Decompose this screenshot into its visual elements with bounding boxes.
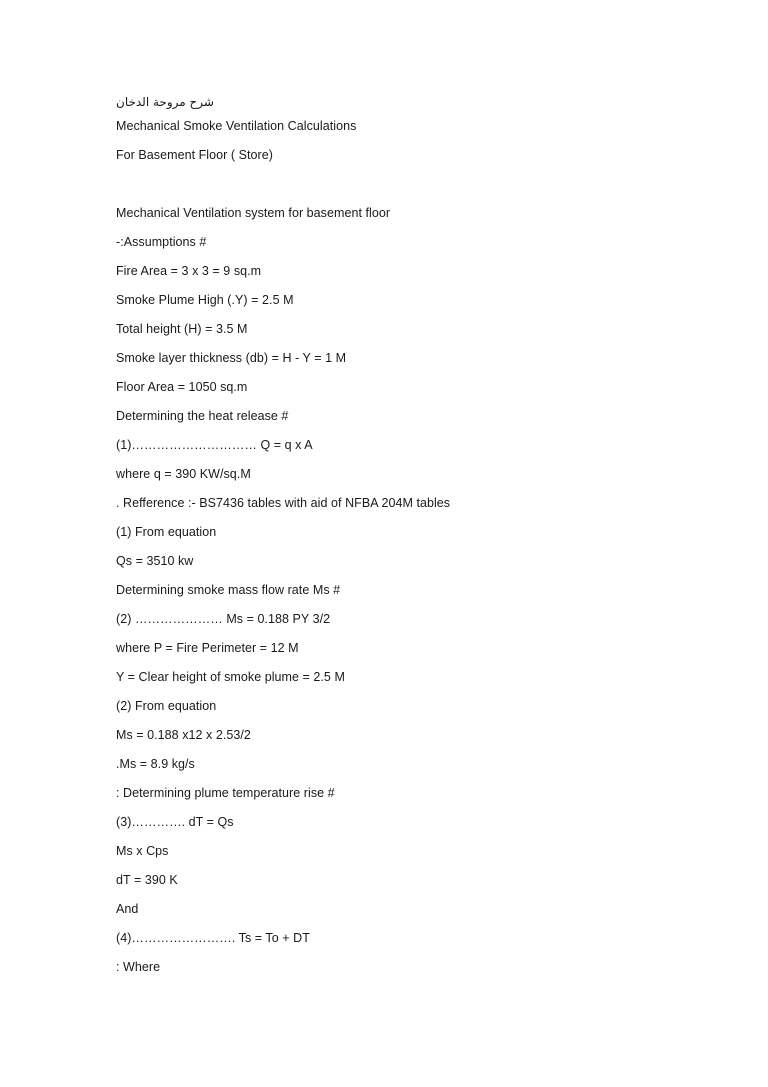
assumptions-heading: -:Assumptions # xyxy=(116,235,207,249)
text-line: Total height (H) = 3.5 M xyxy=(116,322,248,336)
equation-line: (2) ………………… Ms = 0.188 PY 3/2 xyxy=(116,612,331,626)
text-line: Ms x Cps xyxy=(116,844,169,858)
section-heading: Mechanical Ventilation system for basement floor xyxy=(116,206,391,220)
arabic-title: شرح مروحة الدخان xyxy=(116,95,214,109)
text-line: (2) From equation xyxy=(116,699,217,713)
text-line: dT = 390 K xyxy=(116,873,178,887)
text-line: : Where xyxy=(116,960,161,974)
text-line: (1) From equation xyxy=(116,525,217,539)
text-line: Qs = 3510 kw xyxy=(116,554,194,568)
doc-subtitle: For Basement Floor ( Store) xyxy=(116,148,273,162)
equation-line: (4)……………………. Ts = To + DT xyxy=(116,931,310,945)
document-body xyxy=(116,92,716,986)
text-line: .Ms = 8.9 kg/s xyxy=(116,757,195,771)
text-line: And xyxy=(116,902,139,916)
equation-line: (1)………………………… Q = q x A xyxy=(116,438,313,452)
text-line: Fire Area = 3 x 3 = 9 sq.m xyxy=(116,264,262,278)
doc-title: Mechanical Smoke Ventilation Calculations xyxy=(116,119,357,133)
text-line: Ms = 0.188 x12 x 2.53/2 xyxy=(116,728,251,742)
reference-line: . Refference :- BS7436 tables with aid of NFBA 204M tables xyxy=(116,496,451,510)
text-line: Determining smoke mass flow rate Ms # xyxy=(116,583,341,597)
text-line: where P = Fire Perimeter = 12 M xyxy=(116,641,299,655)
text-line: Smoke layer thickness (db) = H - Y = 1 M xyxy=(116,351,347,365)
text-line: : Determining plume temperature rise # xyxy=(116,786,335,800)
text-line: Floor Area = 1050 sq.m xyxy=(116,380,248,394)
text-line: Y = Clear height of smoke plume = 2.5 M xyxy=(116,670,345,684)
text-line: Determining the heat release # xyxy=(116,409,289,423)
text-line: where q = 390 KW/sq.M xyxy=(116,467,251,481)
equation-line: (3)…………. dT = Qs xyxy=(116,815,234,829)
text-line: Smoke Plume High (.Y) = 2.5 M xyxy=(116,293,294,307)
